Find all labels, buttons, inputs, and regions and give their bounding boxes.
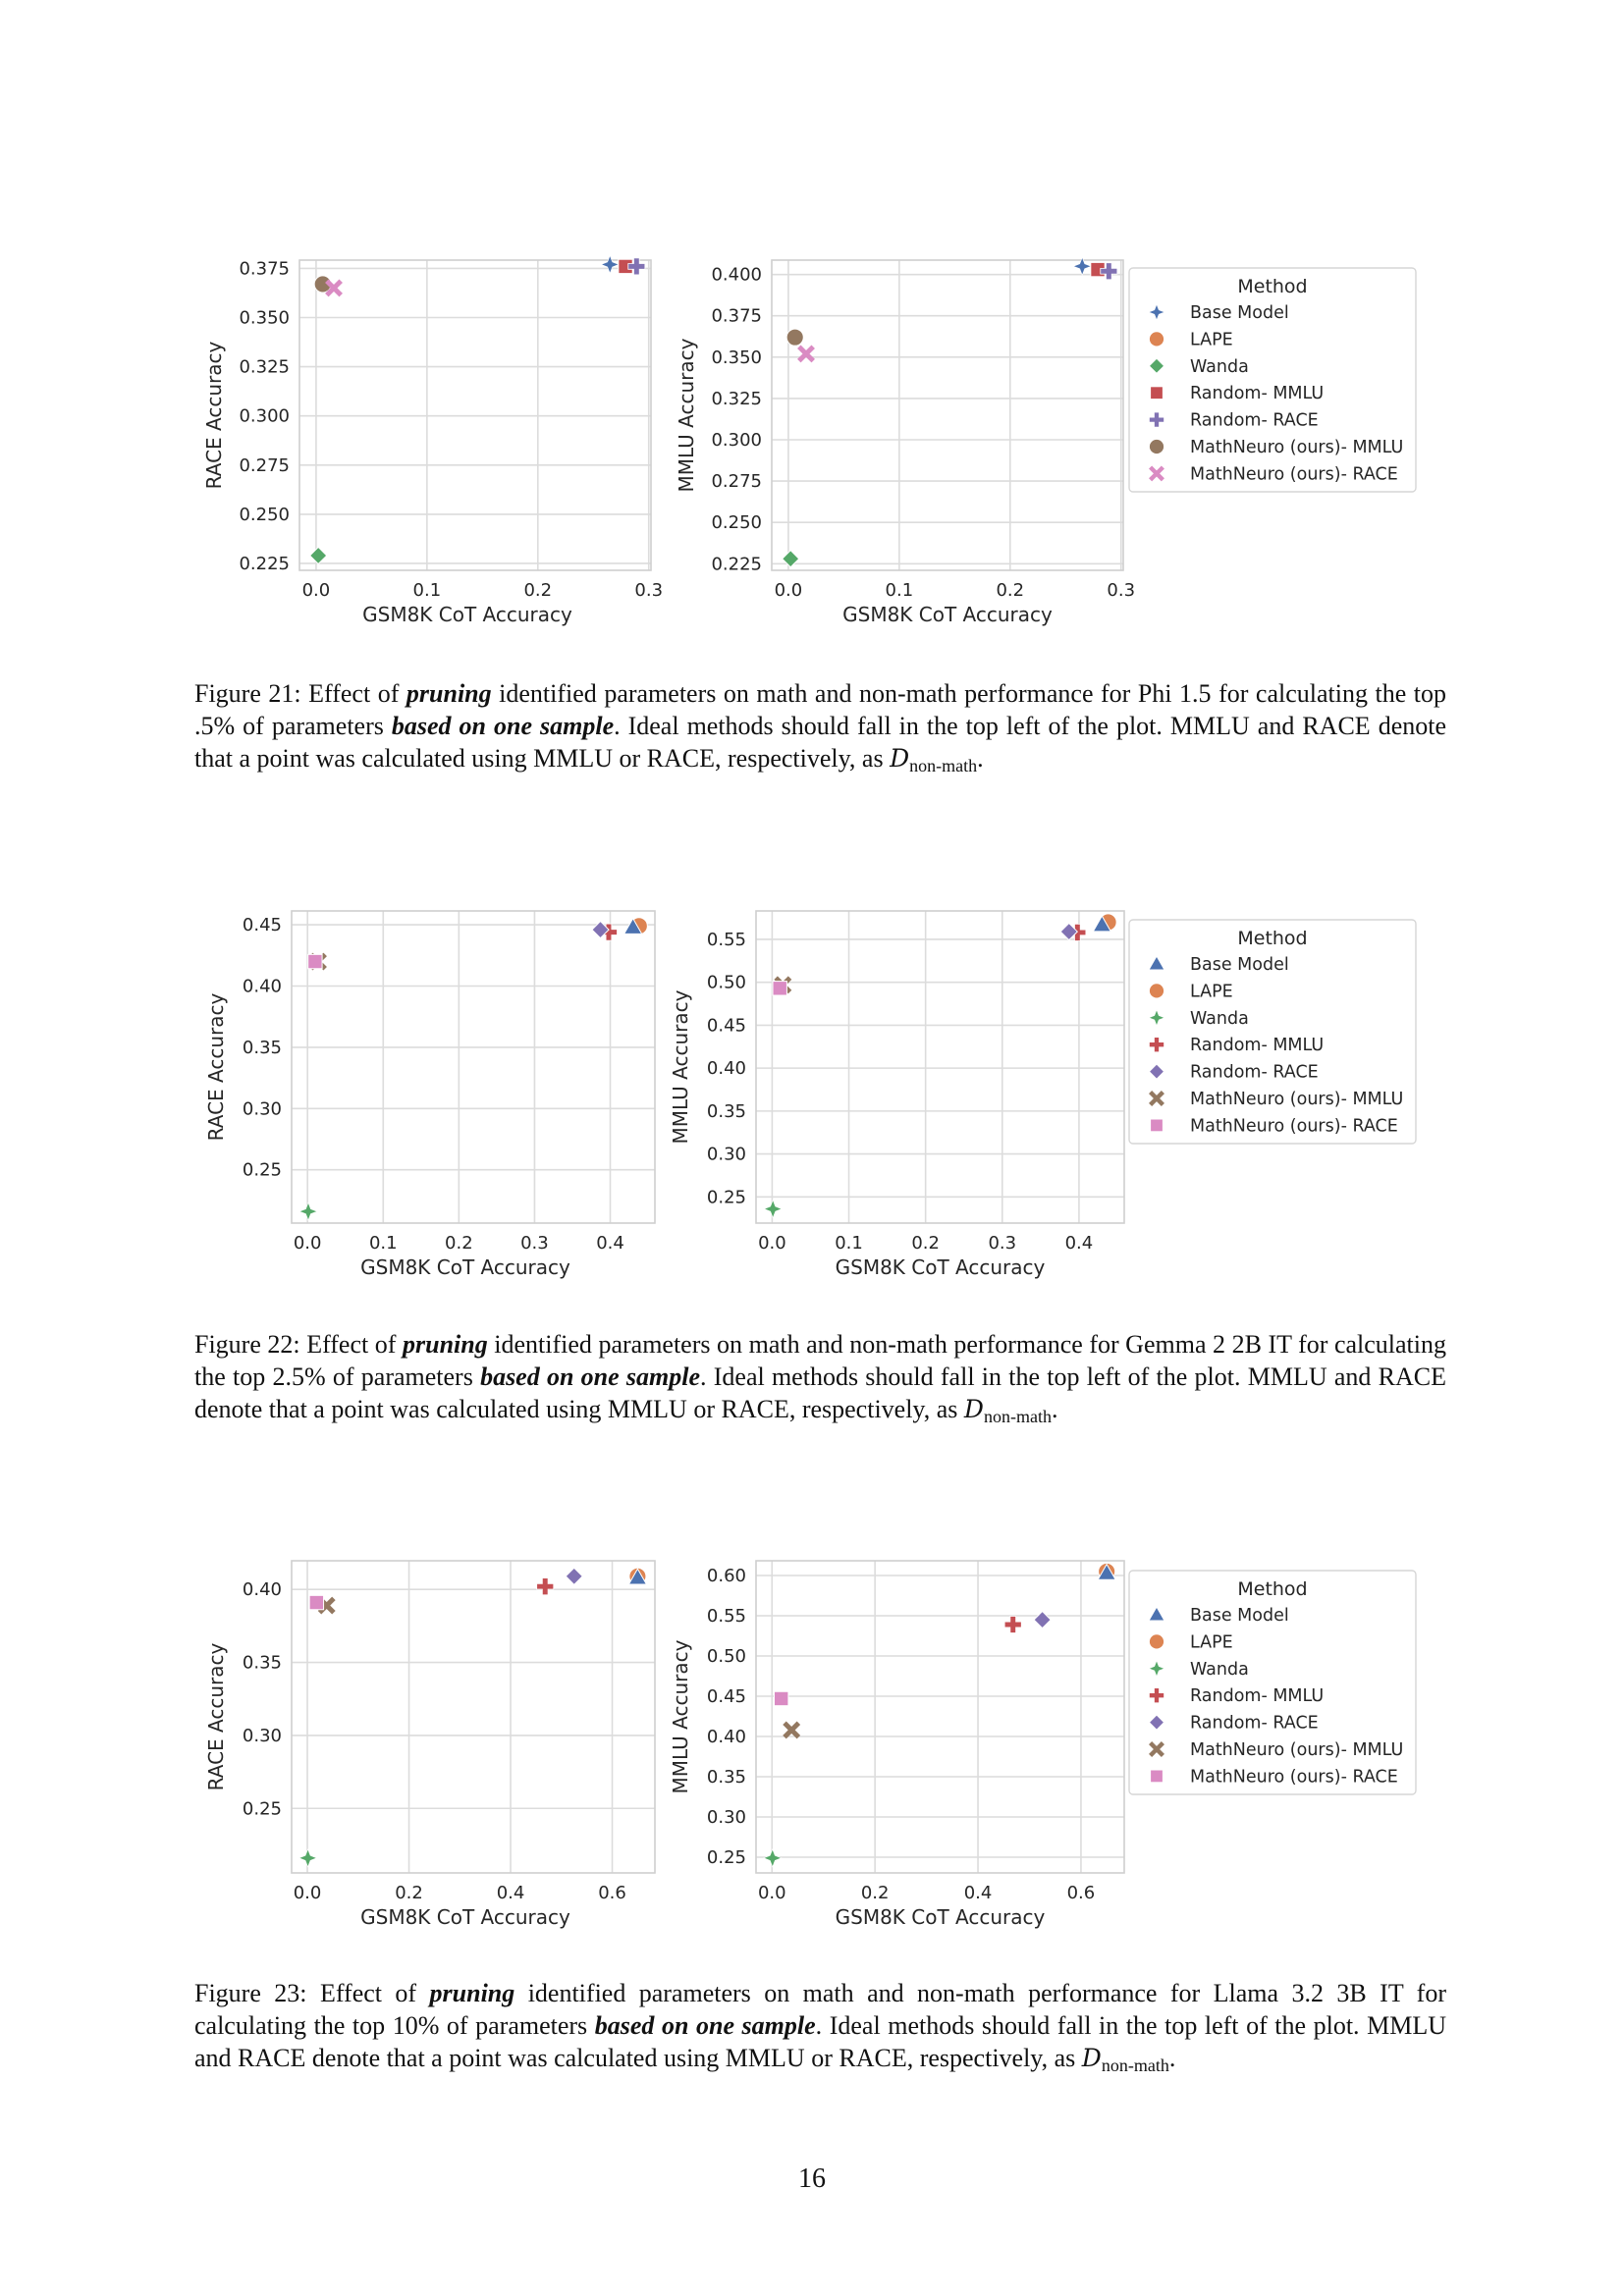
x-tick-label: 0.2 <box>395 1883 423 1903</box>
x-tick-label: 0.1 <box>835 1233 863 1254</box>
y-tick-label: 0.225 <box>711 554 762 575</box>
y-tick-label: 0.45 <box>706 1686 746 1708</box>
legend-label: LAPE <box>1190 982 1233 1002</box>
x-tick-label: 0.4 <box>1064 1233 1094 1254</box>
legend-label: Random- MMLU <box>1190 1686 1325 1707</box>
y-tick-label: 0.375 <box>711 305 762 327</box>
y-tick-label: 0.35 <box>242 1652 282 1674</box>
x-tick-label: 0.2 <box>445 1233 473 1254</box>
caption-label: Figure 23: <box>194 1979 307 2007</box>
caption-emphasis: pruning <box>403 1330 488 1359</box>
y-tick-label: 0.275 <box>239 454 290 476</box>
y-tick-label: 0.35 <box>242 1037 282 1058</box>
x-tick-label: 0.0 <box>293 1883 322 1903</box>
legend-label: MathNeuro (ours)- MMLU <box>1190 438 1404 457</box>
y-tick-label: 0.45 <box>242 915 282 936</box>
y-axis-label: RACE Accuracy <box>204 992 228 1142</box>
caption-subscript: non-math <box>1101 2056 1169 2075</box>
x-tick-label: 0.3 <box>988 1233 1017 1254</box>
y-tick-label: 0.325 <box>239 356 290 378</box>
legend-marker <box>1149 1634 1164 1649</box>
caption-text: . Ideal methods should fall in the top left of the plot. MMLU and RACE denote that a point was calculated using MMLU or RACE, respectively, as <box>194 712 1446 773</box>
x-tick-label: 0.1 <box>412 580 442 601</box>
legend-box <box>1129 1571 1416 1794</box>
x-tick-label: 0.6 <box>598 1883 626 1903</box>
y-tick-label: 0.35 <box>706 1100 746 1122</box>
caption-text: . <box>977 744 984 773</box>
x-tick-label: 0.4 <box>963 1883 993 1903</box>
legend-title: Method <box>1237 928 1308 949</box>
caption-emphasis: based on one sample <box>391 712 615 740</box>
caption-text: identified parameters on math and non-math performance for Llama 3.2 3B IT for calculating the top 10% of parameters <box>194 1979 1446 2040</box>
legend-label: MathNeuro (ours)- RACE <box>1190 1767 1398 1788</box>
legend <box>1129 1571 1416 1794</box>
legend-label: Wanda <box>1190 356 1249 377</box>
caption-text: Effect of <box>300 679 406 708</box>
y-tick-label: 0.350 <box>711 347 762 368</box>
x-tick-label: 0.4 <box>596 1233 624 1254</box>
x-tick-label: 0.0 <box>758 1233 786 1254</box>
y-tick-label: 0.30 <box>706 1807 746 1829</box>
figure-23-caption <box>194 1977 1446 2077</box>
y-tick-label: 0.30 <box>706 1144 746 1165</box>
y-axis-label: MMLU Accuracy <box>669 1639 692 1794</box>
legend-label: Random- MMLU <box>1190 1036 1325 1056</box>
legend-label: LAPE <box>1190 1632 1233 1653</box>
x-tick-label: 0.2 <box>911 1233 940 1254</box>
y-tick-label: 0.400 <box>711 264 762 286</box>
y-tick-label: 0.30 <box>242 1098 282 1120</box>
data-point <box>309 1595 323 1609</box>
plot-area <box>756 1561 1124 1873</box>
y-tick-label: 0.60 <box>706 1566 746 1587</box>
y-tick-label: 0.40 <box>242 976 282 997</box>
caption-text: . Ideal methods should fall in the top left of the plot. MMLU and RACE denote that a point was calculated using MMLU or RACE, respectively, as <box>194 2011 1447 2072</box>
caption-text: identified parameters on math and non-math performance for Gemma 2 2B IT for calculating the top 2.5% of parameters <box>194 1330 1446 1391</box>
x-tick-label: 0.3 <box>1107 580 1136 601</box>
y-tick-label: 0.40 <box>242 1579 282 1601</box>
y-axis-label: RACE Accuracy <box>204 1642 228 1791</box>
caption-text: Effect of <box>299 1330 403 1359</box>
data-point <box>774 1691 787 1705</box>
x-axis-label: GSM8K CoT Accuracy <box>835 1905 1046 1929</box>
y-tick-label: 0.35 <box>706 1767 746 1789</box>
y-tick-label: 0.250 <box>239 504 290 525</box>
y-tick-label: 0.30 <box>242 1725 282 1746</box>
caption-label: Figure 22: <box>194 1330 300 1359</box>
legend-label: Base Model <box>1190 303 1289 323</box>
caption-text: . <box>1168 2044 1176 2072</box>
scatter-panel <box>204 1561 655 1929</box>
legend-label: Random- RACE <box>1190 410 1319 431</box>
page-number: 16 <box>798 2163 826 2194</box>
y-tick-label: 0.40 <box>706 1727 746 1748</box>
y-axis-label: MMLU Accuracy <box>675 338 698 493</box>
legend-title: Method <box>1237 1578 1308 1600</box>
y-tick-label: 0.275 <box>711 471 762 493</box>
y-tick-label: 0.45 <box>706 1015 746 1037</box>
x-tick-label: 0.6 <box>1066 1883 1096 1903</box>
legend-label: MathNeuro (ours)- MMLU <box>1190 1740 1404 1760</box>
y-axis-label: RACE Accuracy <box>202 341 226 490</box>
x-tick-label: 0.0 <box>301 580 331 601</box>
legend-label: Random- RACE <box>1190 1062 1319 1083</box>
y-tick-label: 0.350 <box>239 307 290 329</box>
y-tick-label: 0.25 <box>706 1847 746 1869</box>
y-tick-label: 0.375 <box>239 258 290 280</box>
legend-label: LAPE <box>1190 330 1233 350</box>
legend-label: MathNeuro (ours)- RACE <box>1190 1116 1398 1137</box>
legend-label: Wanda <box>1190 1008 1249 1029</box>
x-axis-label: GSM8K CoT Accuracy <box>835 1255 1046 1279</box>
caption-math-symbol: D <box>1081 2044 1102 2072</box>
caption-text: . <box>1051 1395 1058 1423</box>
x-tick-label: 0.2 <box>860 1883 890 1903</box>
x-tick-label: 0.2 <box>523 580 553 601</box>
x-tick-label: 0.1 <box>885 580 914 601</box>
caption-math-symbol: D <box>963 1395 984 1423</box>
legend-marker <box>1151 1770 1164 1783</box>
y-tick-label: 0.325 <box>711 388 762 409</box>
caption-subscript: non-math <box>983 1407 1052 1426</box>
y-tick-label: 0.55 <box>706 1606 746 1628</box>
x-tick-label: 0.1 <box>368 1233 398 1254</box>
caption-emphasis: pruning <box>406 679 492 708</box>
caption-text: identified parameters on math and non-math performance for Phi 1.5 for calculating the top .5% of parameters <box>194 679 1446 740</box>
caption-subscript: non-math <box>909 756 978 775</box>
plot-area <box>292 1561 655 1873</box>
y-tick-label: 0.50 <box>706 1646 746 1668</box>
caption-label: Figure 21: <box>194 679 301 708</box>
y-tick-label: 0.25 <box>242 1798 282 1820</box>
caption-emphasis: pruning <box>429 1979 515 2007</box>
x-tick-label: 0.0 <box>293 1233 322 1254</box>
legend-label: Random- MMLU <box>1190 384 1325 404</box>
y-tick-label: 0.25 <box>242 1159 282 1181</box>
caption-emphasis: based on one sample <box>594 2011 816 2040</box>
y-tick-label: 0.300 <box>239 405 290 427</box>
legend-label: MathNeuro (ours)- MMLU <box>1190 1090 1404 1109</box>
y-tick-label: 0.55 <box>706 929 746 950</box>
caption-emphasis: based on one sample <box>480 1362 701 1391</box>
x-tick-label: 0.0 <box>757 1883 786 1903</box>
x-tick-label: 0.0 <box>774 580 803 601</box>
caption-math-symbol: D <box>890 744 910 773</box>
legend-label: MathNeuro (ours)- RACE <box>1190 464 1398 485</box>
caption-text: Effect of <box>306 1979 430 2007</box>
legend-label: Base Model <box>1190 955 1289 975</box>
y-tick-label: 0.225 <box>239 553 290 574</box>
y-axis-label: MMLU Accuracy <box>669 989 692 1145</box>
x-tick-label: 0.3 <box>520 1233 549 1254</box>
legend-label: Base Model <box>1190 1606 1289 1626</box>
x-axis-label: GSM8K CoT Accuracy <box>360 1905 570 1929</box>
x-tick-label: 0.4 <box>496 1883 525 1903</box>
legend-label: Random- RACE <box>1190 1713 1319 1734</box>
x-tick-label: 0.2 <box>996 580 1025 601</box>
y-tick-label: 0.300 <box>711 430 762 452</box>
legend-label: Wanda <box>1190 1659 1249 1680</box>
x-axis-label: GSM8K CoT Accuracy <box>360 1255 570 1279</box>
scatter-panel <box>669 1561 1124 1929</box>
y-tick-label: 0.40 <box>706 1058 746 1080</box>
x-axis-label: GSM8K CoT Accuracy <box>842 603 1053 626</box>
y-tick-label: 0.50 <box>706 972 746 993</box>
legend-title: Method <box>1237 276 1308 297</box>
y-tick-label: 0.250 <box>711 512 762 534</box>
y-tick-label: 0.25 <box>706 1187 746 1208</box>
x-tick-label: 0.3 <box>634 580 664 601</box>
x-axis-label: GSM8K CoT Accuracy <box>362 603 572 626</box>
caption-text: . Ideal methods should fall in the top left of the plot. MMLU and RACE denote that a point was calculated using MMLU or RACE, respectively, as <box>194 1362 1446 1423</box>
